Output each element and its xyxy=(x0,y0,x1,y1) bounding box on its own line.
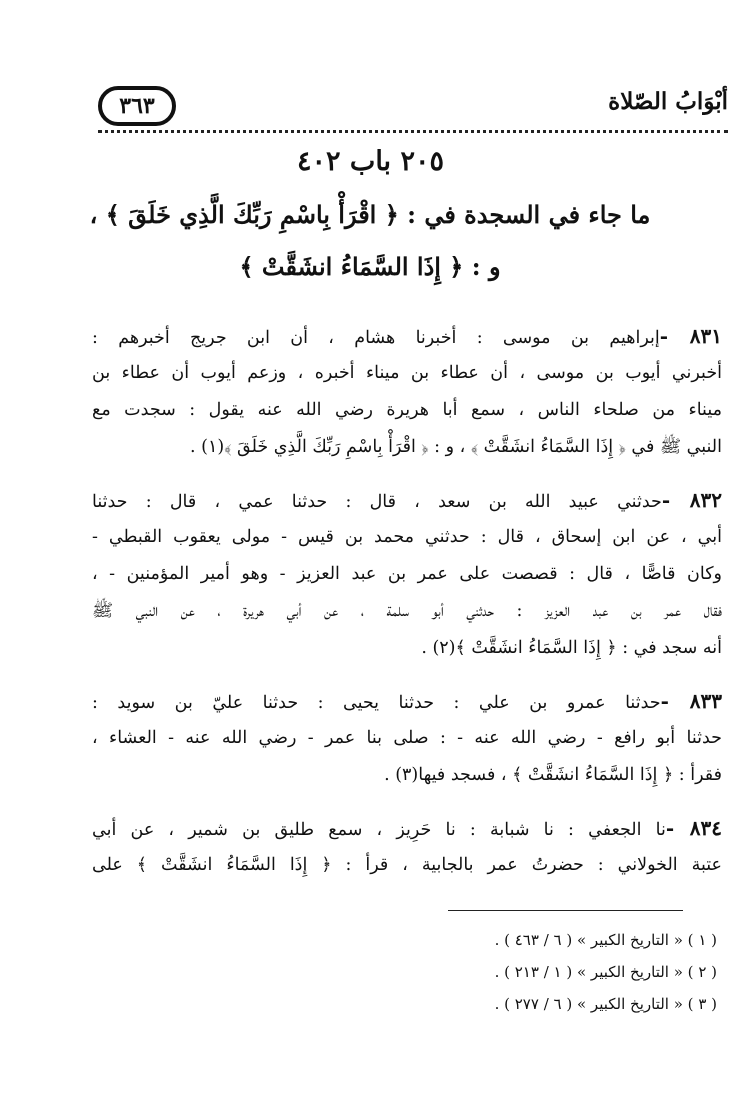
hadith-834 xyxy=(92,810,722,884)
page-number: ٣٦٣ xyxy=(119,93,155,119)
text-line: عتبة الخولاني : حضرتُ عمر بالجابية ، قرأ : ﴿ إِذَا السَّمَاءُ انشَقَّتْ ﴾ على xyxy=(92,855,722,875)
page-body xyxy=(92,318,722,900)
text-line: وكان قاصًّا ، قال : قصصت على عمر بن عبد العزيز - وهو أمير المؤمنين - ، xyxy=(92,564,722,584)
chapter-title-line-2: و : ﴿ إِذَا السَّمَاءُ انشَقَّتْ ﴾ xyxy=(239,252,501,281)
chapter-title-line-1: ما جاء في السجدة في : ﴿ اقْرَأْ بِاسْمِ رَبِّكَ الَّذِي خَلَقَ ﴾ ، xyxy=(89,200,651,229)
text-line: أنه سجد في : ﴿ إِذَا السَّمَاءُ انشَقَّتْ ﴾(٢) . xyxy=(421,638,722,658)
text-line: حدثنا أبو رافع - رضي الله عنه - : صلى بنا عمر - رضي الله عنه - العشاء ، xyxy=(92,728,722,748)
hadith-831 xyxy=(92,318,722,466)
chapter-number: ٢٠٥ باب ٤٠٢ xyxy=(297,146,444,177)
hadith-832 xyxy=(92,482,722,667)
text-line: أخبرني أيوب بن موسى ، أن عطاء بن ميناء أخبره ، وزعم أيوب أن عطاء بن xyxy=(92,363,722,383)
hadith-833 xyxy=(92,683,722,794)
page-number-badge xyxy=(98,86,176,126)
footnote: ( ٣ ) « التاريخ الكبير » ( ٦ / ٢٧٧ ) . xyxy=(494,995,717,1013)
running-header xyxy=(98,86,728,136)
text-line: ٨٣٤ -نا الجعفي : نا شبابة : نا حَرِيز ، سمع طليق بن شمير ، عن أبي xyxy=(92,816,722,840)
text-line: فقال عمر بن عبد العزيز : حدثني أبو سلمة ، عن أبي هريرة ، عن النبي ﷺ xyxy=(92,601,722,621)
footnote: ( ١ ) « التاريخ الكبير » ( ٦ / ٤٦٣ ) . xyxy=(494,931,717,949)
text-line: ميناء من صلحاء الناس ، سمع أبا هريرة رضي الله عنه يقول : سجدت مع xyxy=(92,400,722,420)
footnote: ( ٢ ) « التاريخ الكبير » ( ١ / ٢١٣ ) . xyxy=(494,963,717,981)
header-dotted-rule xyxy=(98,130,728,133)
footnote-separator xyxy=(448,910,683,911)
hadith-number: ٨٣٣ - xyxy=(660,689,722,713)
text-line: أبي ، عن ابن إسحاق ، قال : حدثني محمد بن قيس - مولى يعقوب القبطي - xyxy=(92,527,722,547)
running-title: أبْوَابُ الصّلاة xyxy=(608,88,728,115)
text-line: ٨٣١ -إبراهيم بن موسى : أخبرنا هشام ، أن ابن جريج أخبرهم : xyxy=(92,324,722,348)
hadith-number: ٨٣٤ - xyxy=(665,816,722,840)
hadith-number: ٨٣١ - xyxy=(659,324,722,348)
footnotes xyxy=(92,924,717,1020)
text-line: النبي ﷺ في ﴿ إِذَا السَّمَاءُ انشَقَّتْ ﴾ ، و : ﴿ اقْرَأْ بِاسْمِ رَبِّكَ الَّذِي خَلَقَ ﴾(١) . xyxy=(190,437,722,457)
text-line: ٨٣٣ -حدثنا عمرو بن علي : حدثنا يحيى : حدثنا عليّ بن سويد : xyxy=(92,689,722,713)
text-line: فقرأ : ﴿ إِذَا السَّمَاءُ انشَقَّتْ ﴾ ، فسجد فيها(٣) . xyxy=(384,765,722,785)
text-line: ٨٣٢ -حدثني عبيد الله بن سعد ، قال : حدثنا عمي ، قال : حدثنا xyxy=(92,488,722,512)
hadith-number: ٨٣٢ - xyxy=(661,488,722,512)
